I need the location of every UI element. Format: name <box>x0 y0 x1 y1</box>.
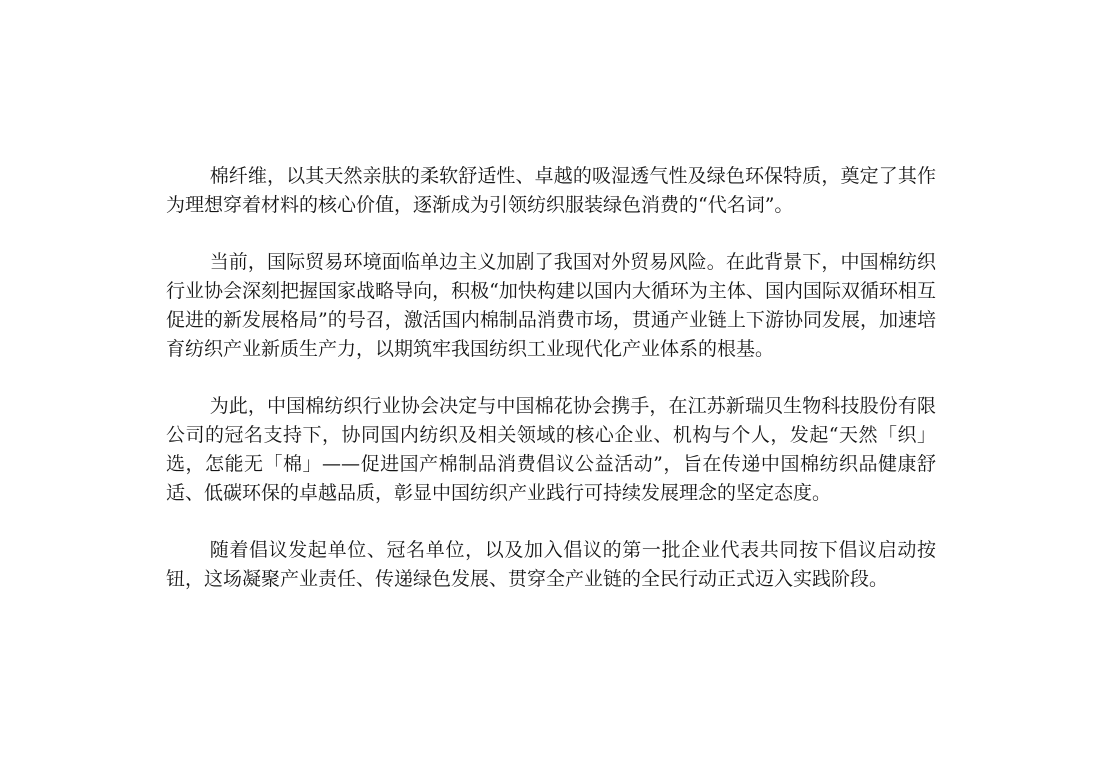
paragraph-initiative-launch: 为此，中国棉纺织行业协会决定与中国棉花协会携手，在江苏新瑞贝生物科技股份有限公司的冠名支持下，协同国内纺织及相关领域的核心企业、机构与个人，发起“天然「织」选，怎能无「棉」——促进国产棉制品消费倡议公益活动”，旨在传递中国棉纺织品健康舒适、低碳环保的卓越品质，彰显中国纺织产业践行可持续发展理念的坚定态度。 <box>166 395 936 504</box>
paragraph-cotton-fiber: 棉纤维，以其天然亲肤的柔软舒适性、卓越的吸湿透气性及绿色环保特质，奠定了其作为理想穿着材料的核心价值，逐渐成为引领纺织服装绿色消费的“代名词”。 <box>166 165 936 216</box>
paragraph-trade-background: 当前，国际贸易环境面临单边主义加剧了我国对外贸易风险。在此背景下，中国棉纺织行业协会深刻把握国家战略导向，积极“加快构建以国内大循环为主体、国内国际双循环相互促进的新发展格局”的号召，激活国内棉制品消费市场，贯通产业链上下游协同发展，加速培育纺织产业新质生产力，以期筑牢我国纺织工业现代化产业体系的根基。 <box>166 251 936 360</box>
article-body <box>166 162 936 594</box>
paragraph-action-start: 随着倡议发起单位、冠名单位，以及加入倡议的第一批企业代表共同按下倡议启动按钮，这场凝聚产业责任、传递绿色发展、贯穿全产业链的全民行动正式迈入实践阶段。 <box>166 539 936 591</box>
